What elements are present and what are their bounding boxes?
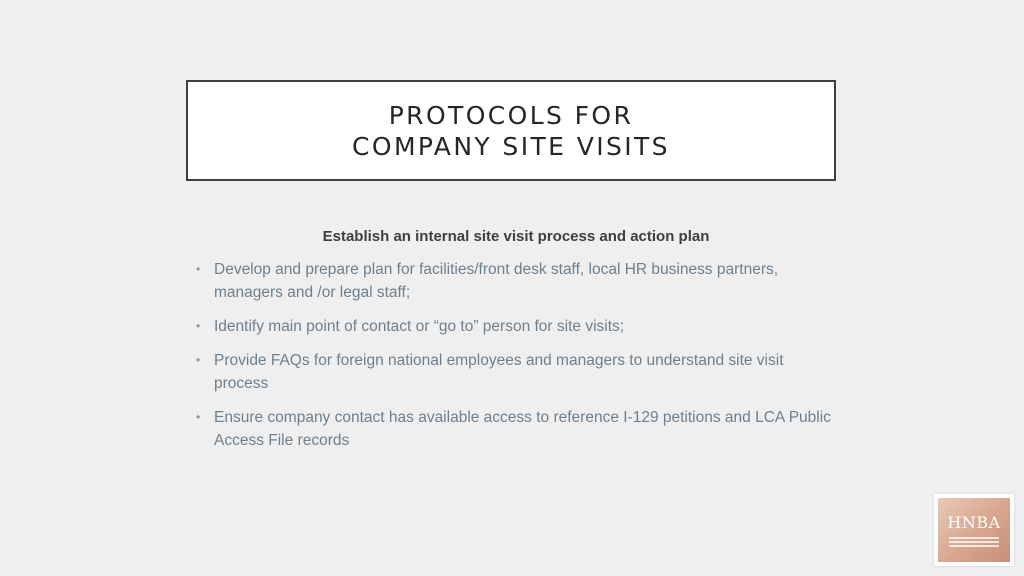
bullet-text: Identify main point of contact or “go to” person for site visits; <box>214 318 625 335</box>
bullet-item <box>190 406 840 452</box>
bullet-icon: • <box>196 353 201 367</box>
bullet-icon: • <box>196 262 201 276</box>
logo-text: HNBA <box>947 512 1001 532</box>
title-box <box>186 80 836 181</box>
slide-title-line-1: PROTOCOLS FOR <box>388 100 634 130</box>
subheading: Establish an internal site visit process and action plan <box>322 228 710 245</box>
bullet-text: Provide FAQs for foreign national employees and managers to understand site visit process <box>214 352 784 392</box>
logo-badge <box>938 498 1010 562</box>
bullet-icon: • <box>196 319 201 333</box>
bullet-item <box>190 258 840 304</box>
hnba-logo <box>934 494 1014 566</box>
bullet-text: Develop and prepare plan for facilities/front desk staff, local HR business partners, managers and /or legal staff; <box>214 261 779 301</box>
slide-title-line-2: COMPANY SITE VISITS <box>352 131 670 161</box>
logo-subtext-lines <box>949 535 999 547</box>
bullet-item <box>190 315 840 338</box>
bullet-text: Ensure company contact has available access to reference I-129 petitions and LCA Public Access File records <box>214 409 831 449</box>
bullet-item <box>190 349 840 395</box>
bullet-icon: • <box>196 410 201 424</box>
bullet-list <box>190 258 840 452</box>
slide-content <box>190 225 840 463</box>
